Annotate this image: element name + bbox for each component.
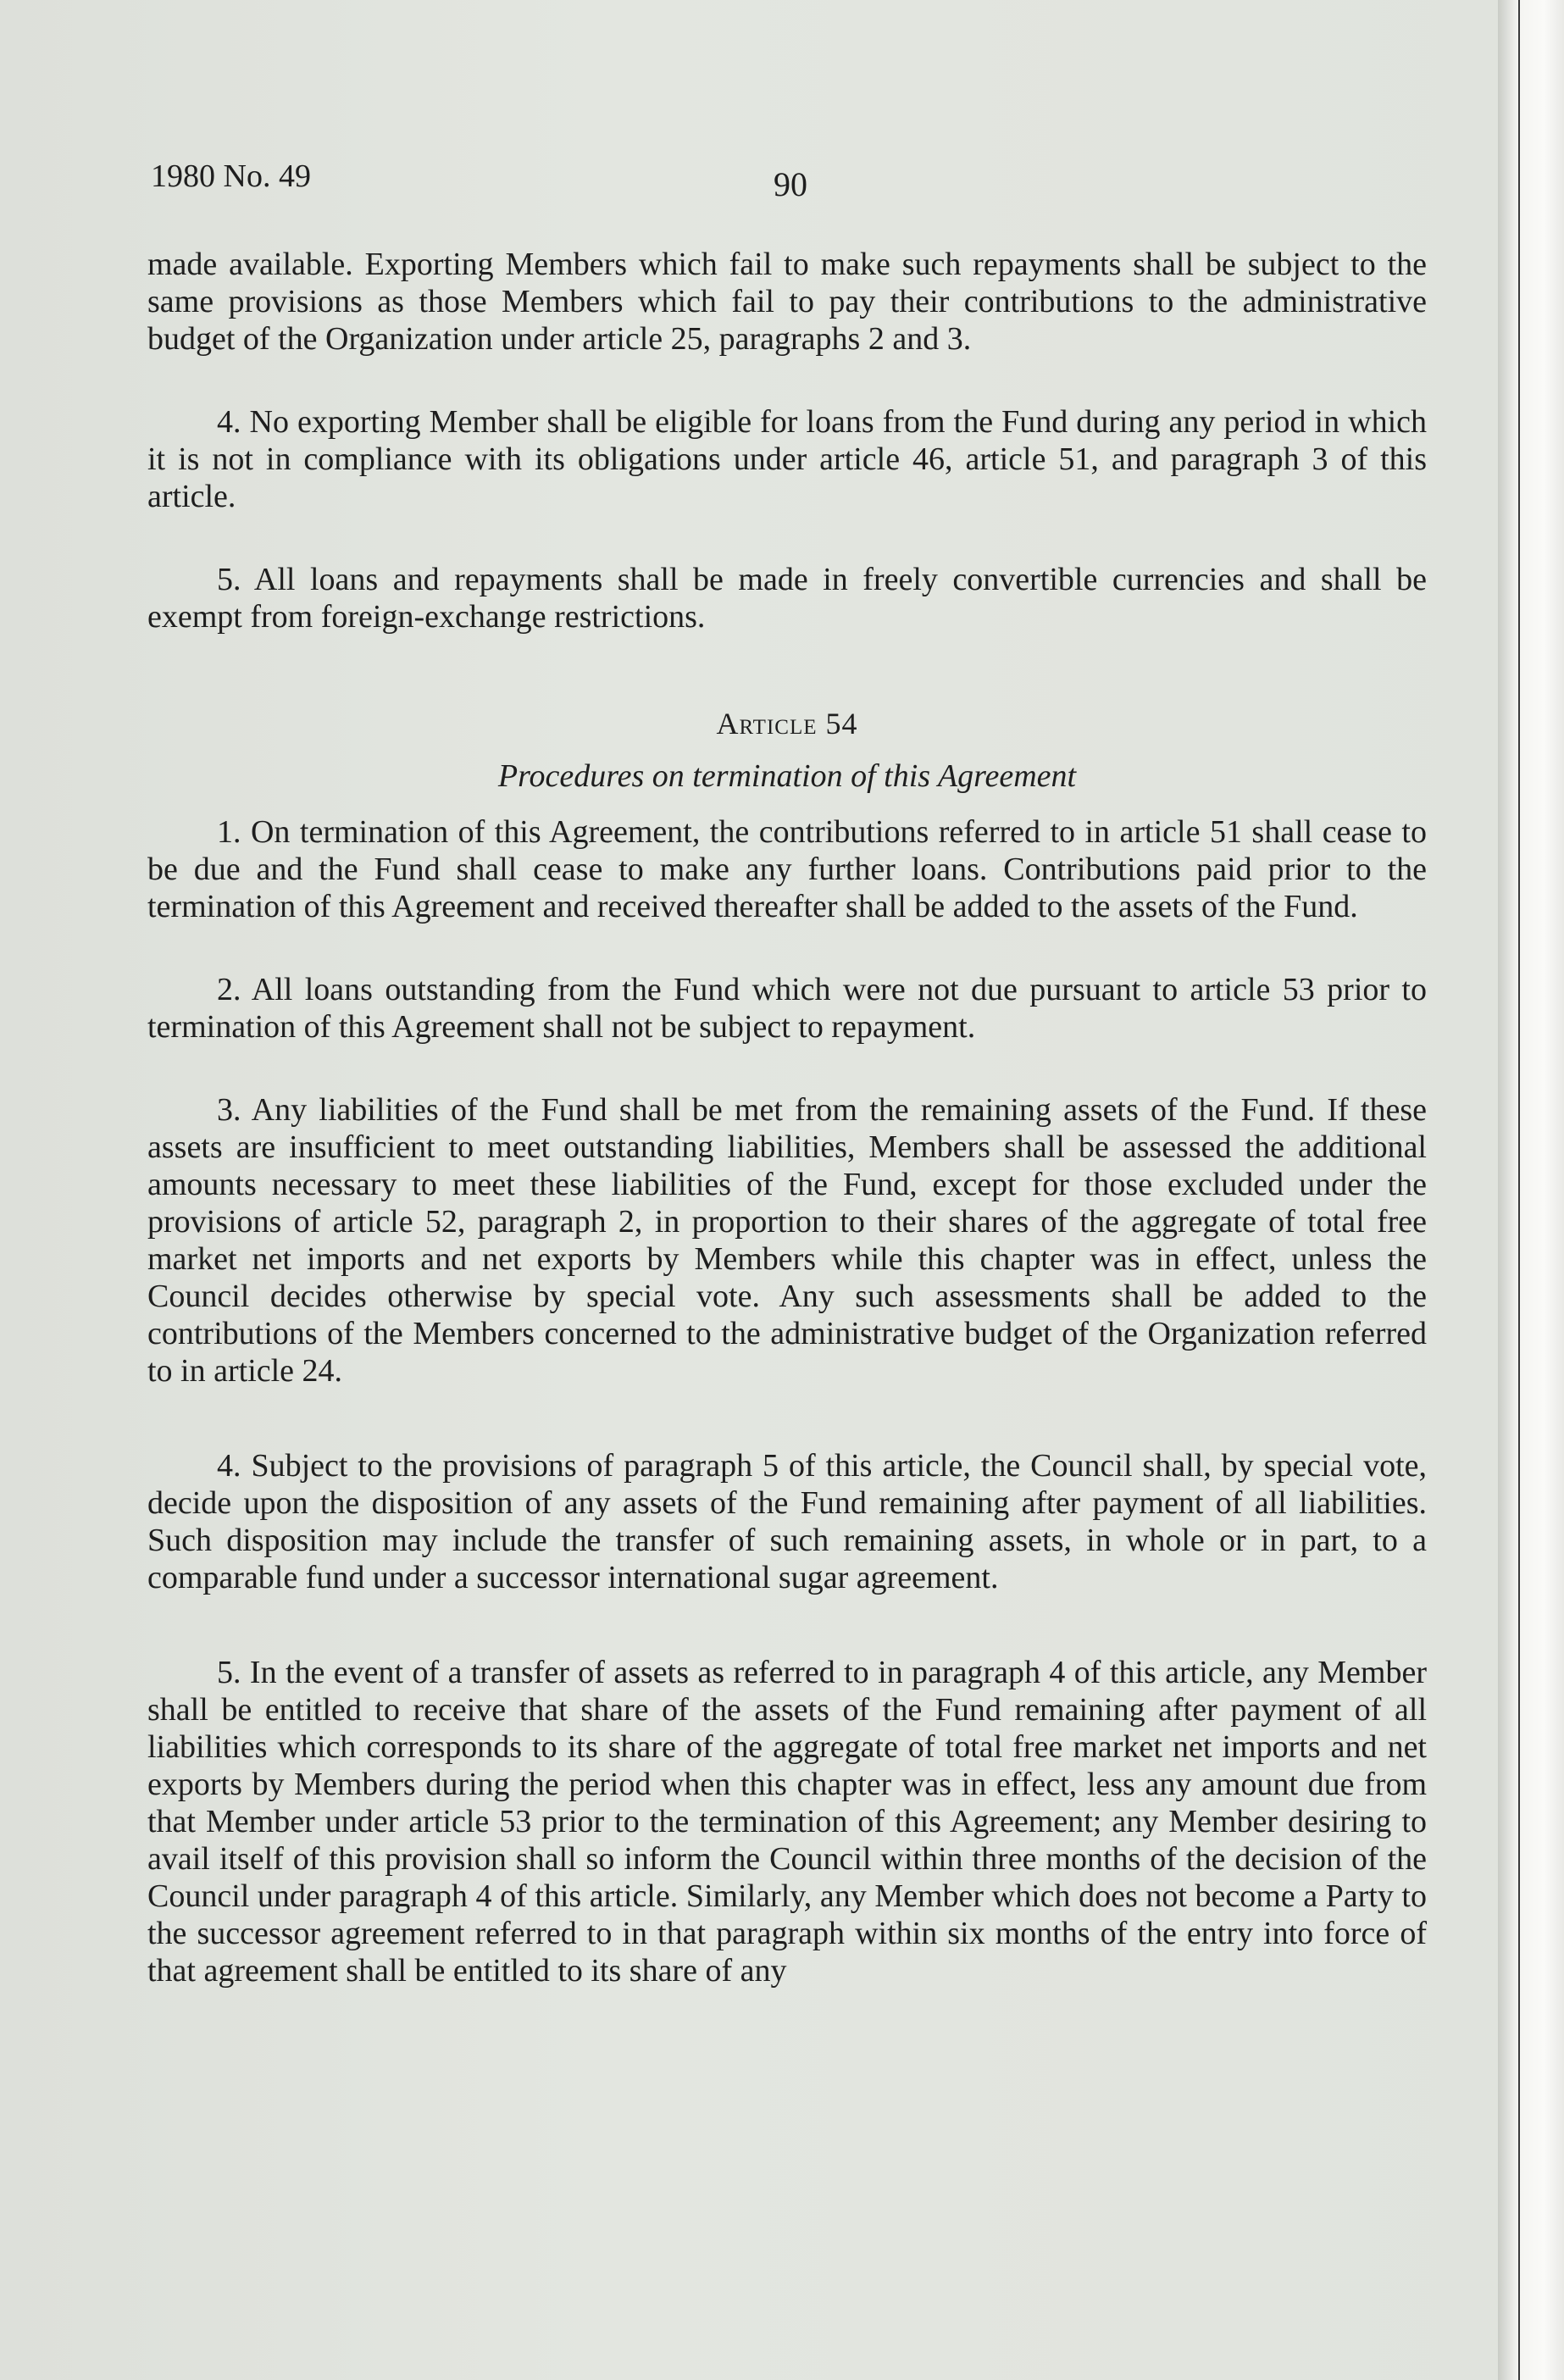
paragraph-continued: made available. Exporting Members which fail to make such repayments shall be subject to the same provisions as those Members which fail to pay their contributions to the administrative budget of the Organization under article 25, paragraphs 2 and 3.	[147, 247, 1427, 357]
page-header	[151, 158, 1422, 208]
page-number: 90	[774, 165, 807, 203]
paragraph-4: 4. No exporting Member shall be eligible for loans from the Fund during any period in which it is not in compliance with its obligations under article 46, article 51, and paragraph 3 of this article.	[147, 404, 1427, 514]
page-binding	[1498, 0, 1564, 2380]
article-54-paragraph-2: 2. All loans outstanding from the Fund which were not due pursuant to article 53 prior to termination of this Agreement shall not be subject to repayment.	[147, 972, 1427, 1045]
binding-edge-line	[1518, 0, 1520, 2380]
article-54-paragraph-5: 5. In the event of a transfer of assets as referred to in paragraph 4 of this article, any Member shall be entitled to receive that share of the assets of the Fund remaining after payment of all liabilities which corresponds to its share of the aggregate of total free market net imports and net exports by Members during the period when this chapter was in effect, less any amount due from that Member under article 53 prior to the termination of this Agreement; any Member desiring to avail itself of this provision shall so inform the Council within three months of the decision of the Council under paragraph 4 of this article. Similarly, any Member which does not become a Party to the successor agreement referred to in that paragraph within six months of the entry into force of that agreement shall be entitled to its share of any	[147, 1655, 1427, 1989]
article-54-paragraph-1: 1. On termination of this Agreement, the contributions referred to in article 51 shall cease to be due and the Fund shall cease to make any further loans. Contributions paid prior to the termination of this Agreement and received thereafter shall be added to the assets of the Fund.	[147, 814, 1427, 924]
running-head: 1980 No. 49	[151, 158, 311, 194]
article-heading: Article 54	[716, 707, 858, 741]
paragraph-5: 5. All loans and repayments shall be made in freely convertible currencies and shall be exempt from foreign-exchange restrictions.	[147, 562, 1427, 635]
page-body	[147, 246, 1427, 1989]
article-title: Procedures on termination of this Agreement	[497, 758, 1077, 794]
article-54-paragraph-4: 4. Subject to the provisions of paragraph 5 of this article, the Council shall, by special vote, decide upon the disposition of any assets of the Fund remaining after payment of all liabilities. Such disposition may include the transfer of such remaining assets, in whole or in part, to a comparable fund under a successor international sugar agreement.	[147, 1448, 1427, 1595]
article-54-paragraph-3: 3. Any liabilities of the Fund shall be met from the remaining assets of the Fund. If these assets are insufficient to meet outstanding liabilities, Members shall be assessed the additional amounts necessary to meet these liabilities of the Fund, except for those excluded under the provisions of article 52, paragraph 2, in proportion to their shares of the aggregate of total free market net imports and net exports by Members while this chapter was in effect, unless the Council decides otherwise by special vote. Any such assessments shall be added to the contributions of the Members concerned to the administrative budget of the Organization referred to in article 24.	[147, 1092, 1427, 1389]
